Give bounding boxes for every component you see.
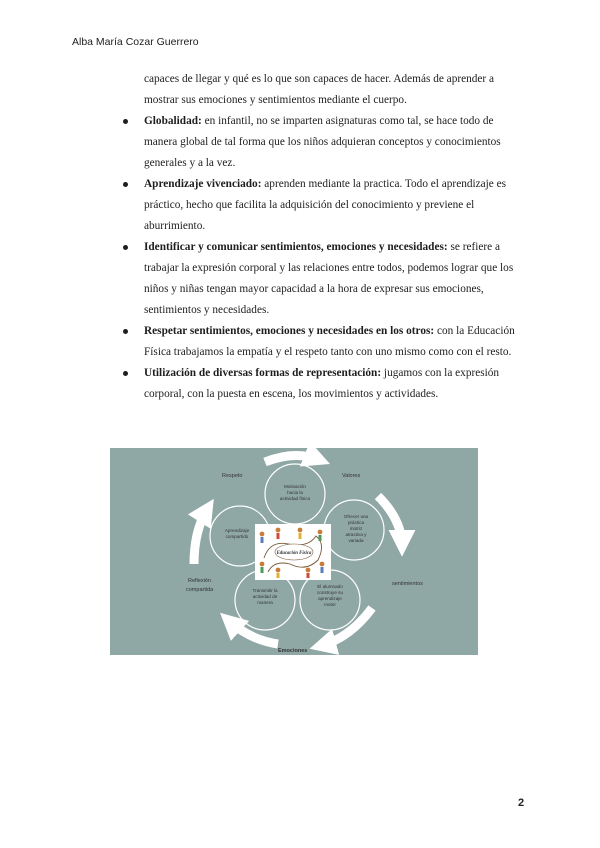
- bullet-item: [144, 111, 529, 174]
- bullet-term: Globalidad:: [144, 115, 202, 127]
- circle-top-line-3: actividad física: [279, 496, 311, 501]
- circle-bottom-left-line-1: Transmitir la: [252, 588, 278, 593]
- circle-bottom-right-line-3: aprendizaje: [318, 596, 342, 601]
- circle-right-line-4: atractiva y: [345, 532, 367, 537]
- bullet-item: [144, 174, 529, 237]
- bullet-list: [144, 111, 529, 405]
- page-number: 2: [518, 797, 525, 809]
- label-reflexion-1: Reflexión: [188, 578, 211, 584]
- arrow-left: [194, 508, 208, 564]
- arrow-bottom-left: [228, 620, 278, 644]
- circle-bottom-right-line-1: El alumnado: [317, 584, 343, 589]
- circle-left-line-2: compartido: [225, 534, 249, 539]
- bullet-term: Respetar sentimientos, emociones y necesidades en los otros:: [144, 325, 435, 337]
- circle-right-line-5: variada: [348, 538, 364, 543]
- cycle-diagram-svg: [110, 448, 478, 655]
- arrow-right: [378, 496, 402, 546]
- circle-bottom-right-line-2: construye su: [316, 590, 344, 595]
- circle-right-line-2: práctica: [347, 520, 365, 525]
- bullet-item: [144, 237, 529, 321]
- circle-top-line-1: Motivación: [284, 484, 306, 489]
- cycle-diagram: [110, 448, 478, 655]
- circle-left-line-1: Aprendizaje: [224, 528, 250, 533]
- bullet-text: jugamos con la expresión corporal, con la puesta en escena, los movimientos y actividades.: [144, 367, 500, 400]
- bullet-text: aprenden mediante la practica. Todo el aprendizaje es práctico, hecho que facilita la adquisición del conocimiento y previene el aburrimiento.: [144, 178, 507, 232]
- label-emociones: Emociones: [278, 648, 308, 654]
- circle-right-line-1: Ofrecer una: [343, 514, 369, 519]
- label-valores: Valores: [342, 473, 361, 479]
- label-sentimientos: sentimientos: [392, 581, 423, 587]
- body-text: [144, 69, 529, 405]
- circle-bottom-left-line-2: actividad de: [252, 594, 278, 599]
- bullet-item: [144, 321, 529, 363]
- intro-paragraph: capaces de llegar y qué es lo que son capaces de hacer. Además de aprender a mostrar sus emociones y sentimientos mediante el cuerpo.: [144, 73, 495, 106]
- circle-bottom-right-line-4: motor: [324, 602, 336, 607]
- arrow-top: [265, 455, 320, 462]
- circle-right-line-3: motriz: [349, 526, 363, 531]
- arrow-bottom-right: [320, 608, 372, 646]
- label-respeto: Respeto: [222, 473, 243, 479]
- circle-top-line-2: hacia la: [287, 490, 303, 495]
- bullet-term: Aprendizaje vivenciado:: [144, 178, 262, 190]
- bullet-term: Identificar y comunicar sentimientos, emociones y necesidades:: [144, 241, 448, 253]
- bullet-term: Utilización de diversas formas de representación:: [144, 367, 382, 379]
- center-label: Educación Física: [276, 551, 312, 556]
- bullet-text: se refiere a trabajar la expresión corporal y las relaciones entre todos, podemos lograr que los niños y niñas tengan mayor capacidad a la hora de expresar sus emociones, sentimientos y necesidades.: [144, 241, 514, 316]
- bullet-item: [144, 363, 529, 405]
- running-header: Alba María Cozar Guerrero: [72, 36, 199, 48]
- bullet-text: en infantil, no se imparten asignaturas como tal, se hace todo de manera global de tal forma que los niños adquieran conceptos y conocimientos generales y a la vez.: [144, 115, 501, 169]
- circle-bottom-left-line-3: manera: [257, 600, 273, 605]
- bullet-text: con la Educación Física trabajamos la empatía y el respeto tanto con uno mismo como con el resto.: [144, 325, 515, 358]
- label-reflexion-2: compartida: [186, 587, 214, 593]
